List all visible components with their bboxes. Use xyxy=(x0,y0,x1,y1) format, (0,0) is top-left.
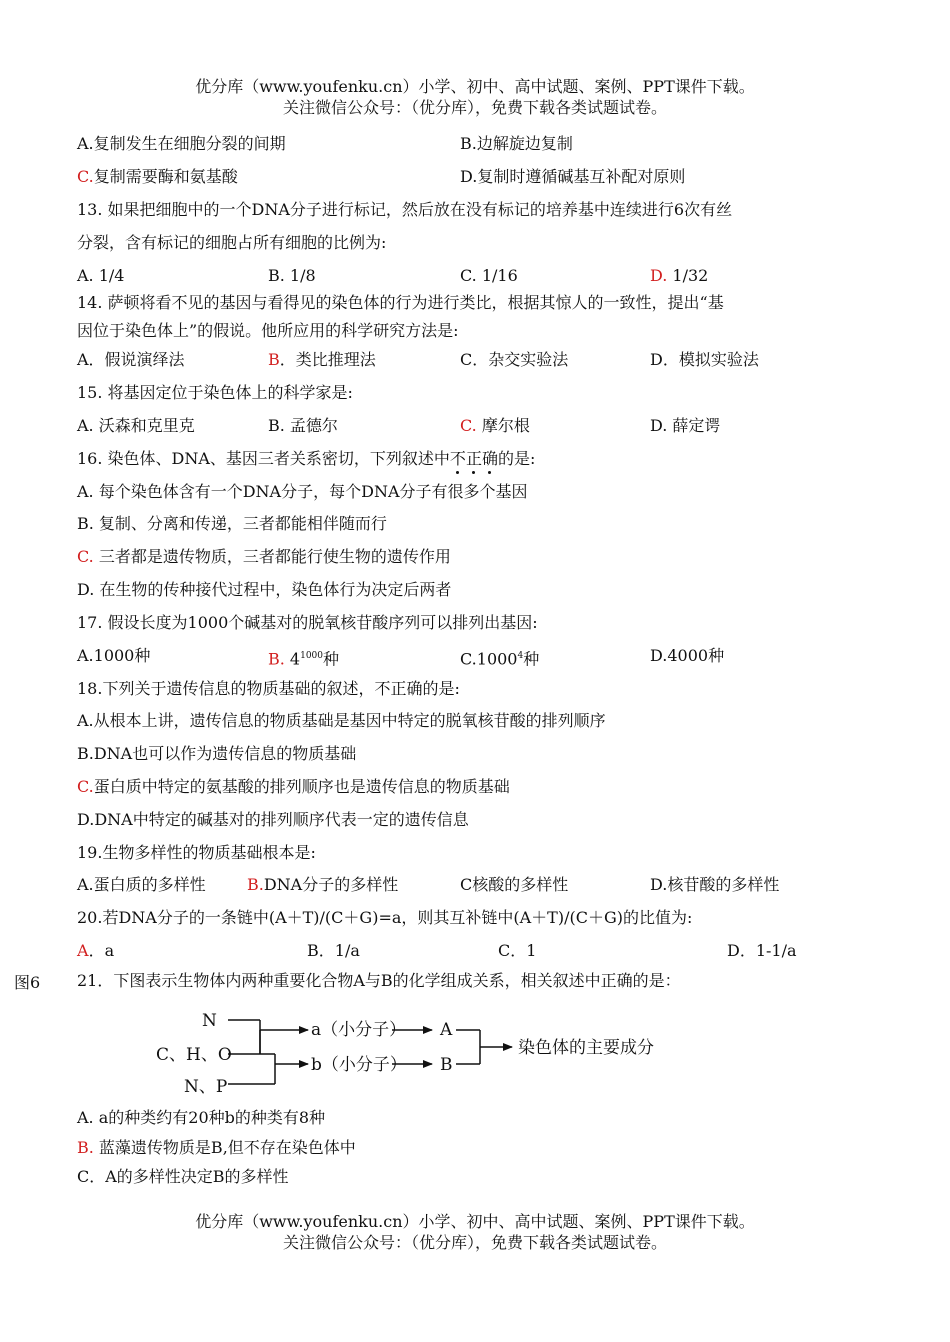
small-molecule-a: a（小分子） xyxy=(311,1020,407,1040)
q18-option-a: A.从根本上讲，遗传信息的物质基础是基因中特定的脱氧核苷酸的排列顺序 xyxy=(77,711,606,730)
q17-option-b-exponent: 1000 xyxy=(300,651,324,661)
q19-stem: 19.生物多样性的物质基础根本是: xyxy=(77,843,316,862)
q15-option-b: B. 孟德尔 xyxy=(268,416,338,435)
header-line-2: 关注微信公众号：（优分库），免费下载各类试题试卷。 xyxy=(282,98,667,117)
q19-option-a: A.蛋白质的多样性 xyxy=(77,875,206,894)
q18-option-c xyxy=(77,776,510,798)
q15-option-c xyxy=(460,415,530,437)
q16-option-b: B. 复制、分离和传递，三者都能相伴随而行 xyxy=(77,514,387,533)
q12-option-c xyxy=(77,166,238,188)
q17-option-a: A.1000种 xyxy=(77,646,151,665)
q20-answer-marker: A xyxy=(77,941,89,960)
q14-stem-2: 因位于染色体上”的假说。他所应用的科学研究方法是: xyxy=(77,321,459,340)
q17-option-b-base: 4 xyxy=(284,649,301,669)
element-np: N、P xyxy=(184,1077,228,1097)
q18-answer-marker: C. xyxy=(77,777,94,796)
q19-option-d: D.核苷酸的多样性 xyxy=(650,875,780,894)
composition-diagram xyxy=(150,1002,670,1098)
q20-option-a-text: ．a xyxy=(88,941,115,960)
chromosome-components: 染色体的主要成分 xyxy=(518,1038,654,1058)
compound-b: B xyxy=(440,1055,453,1075)
compound-a: A xyxy=(440,1020,453,1040)
q15-option-a: A. 沃森和克里克 xyxy=(77,416,195,435)
q20-option-c: C．1 xyxy=(498,941,537,960)
q18-option-d: D.DNA中特定的碱基对的排列顺序代表一定的遗传信息 xyxy=(77,810,469,829)
q13-option-d xyxy=(650,265,708,287)
q16-option-c xyxy=(77,546,451,568)
figure-label: 图6 xyxy=(14,973,41,992)
q21-option-a: A. a的种类约有20种b的种类有8种 xyxy=(77,1108,326,1127)
q20-option-b: B．1/a xyxy=(307,941,360,960)
q17-option-c-base: C.1000 xyxy=(460,649,518,669)
q12-option-d: D.复制时遵循碱基互补配对原则 xyxy=(460,167,686,186)
q20-option-a xyxy=(77,940,114,962)
q13-option-a: A. 1/4 xyxy=(77,266,125,285)
q13-stem-1: 13. 如果把细胞中的一个DNA分子进行标记，然后放在没有标记的培养基中连续进行6次有丝 xyxy=(77,200,733,219)
q16-emphasis-char: 确 xyxy=(481,449,498,468)
q17-option-b-unit: 种 xyxy=(323,649,340,669)
q16-emphasis-char: 正 xyxy=(465,449,482,468)
q13-option-d-text: 1/32 xyxy=(667,266,709,285)
q16-emphasis-char: 不 xyxy=(449,449,466,468)
q19-option-b xyxy=(247,874,398,896)
q17-option-c-unit: 种 xyxy=(523,649,540,669)
footer-line-1: 优分库（www.youfenku.cn）小学、初中、高中试题、案例、PPT课件下载。 xyxy=(195,1212,755,1231)
q13-option-b: B. 1/8 xyxy=(268,266,316,285)
q12-option-a: A.复制发生在细胞分裂的间期 xyxy=(77,134,286,153)
q16-stem xyxy=(77,448,535,470)
q21-stem: 21．下图表示生物体内两种重要化合物A与B的化学组成关系，相关叙述中正确的是： xyxy=(77,971,681,990)
q19-answer-marker: B. xyxy=(247,875,264,894)
q18-option-b: B.DNA也可以作为遗传信息的物质基础 xyxy=(77,744,357,763)
q16-option-d: D. 在生物的传种接代过程中，染色体行为决定后两者 xyxy=(77,580,452,599)
q20-option-d: D．1-1/a xyxy=(727,941,797,960)
q14-stem-1: 14. 萨顿将看不见的基因与看得见的染色体的行为进行类比，根据其惊人的一致性，提出“基 xyxy=(77,293,724,312)
q14-option-b-text: ．类比推理法 xyxy=(279,350,376,369)
q19-option-b-text: DNA分子的多样性 xyxy=(263,875,399,894)
q21-option-c: C．A的多样性决定B的多样性 xyxy=(77,1167,289,1186)
q12-answer-marker: C. xyxy=(77,167,94,186)
q15-answer-marker: C. xyxy=(460,416,477,435)
q13-option-c: C. 1/16 xyxy=(460,266,518,285)
q19-option-c: C核酸的多样性 xyxy=(460,875,569,894)
q16-option-c-text: 三者都是遗传物质，三者都能行使生物的遗传作用 xyxy=(93,547,451,566)
q15-stem: 15. 将基因定位于染色体上的科学家是: xyxy=(77,383,353,402)
q12-option-c-text: 复制需要酶和氨基酸 xyxy=(93,167,238,186)
q14-answer-marker: B xyxy=(268,350,280,369)
q16-stem-pre: 16. 染色体、DNA、基因三者关系密切，下列叙述中 xyxy=(77,449,450,468)
q14-option-a: A．假说演绎法 xyxy=(77,350,185,369)
q17-answer-marker: B. xyxy=(268,649,285,669)
q15-option-c-text: 摩尔根 xyxy=(476,416,530,435)
q15-option-d: D. 薛定谔 xyxy=(650,416,721,435)
q21-option-b-text: 蓝藻遗传物质是B,但不存在染色体中 xyxy=(93,1138,356,1157)
q16-answer-marker: C. xyxy=(77,547,94,566)
footer-line-2: 关注微信公众号：（优分库），免费下载各类试题试卷。 xyxy=(282,1233,667,1252)
q18-stem: 18.下列关于遗传信息的物质基础的叙述，不正确的是: xyxy=(77,679,460,698)
q18-option-c-text: 蛋白质中特定的氨基酸的排列顺序也是遗传信息的物质基础 xyxy=(93,777,510,796)
element-n: N xyxy=(202,1011,217,1031)
q16-option-a: A. 每个染色体含有一个DNA分子，每个DNA分子有很多个基因 xyxy=(77,482,528,501)
q14-option-b xyxy=(268,349,376,371)
q20-stem: 20.若DNA分子的一条链中(A＋T)/(C＋G)=a，则其互补链中(A＋T)/(C＋G)的比值为: xyxy=(77,908,693,927)
q16-stem-post: 的是: xyxy=(497,449,536,468)
q21-option-b xyxy=(77,1137,356,1159)
q17-option-b xyxy=(268,645,339,670)
header-line-1: 优分库（www.youfenku.cn）小学、初中、高中试题、案例、PPT课件下载。 xyxy=(195,77,755,96)
q14-option-c: C．杂交实验法 xyxy=(460,350,569,369)
q17-option-c xyxy=(460,645,539,670)
small-molecule-b: b（小分子） xyxy=(311,1055,407,1075)
q13-stem-2: 分裂，含有标记的细胞占所有细胞的比例为: xyxy=(77,233,387,252)
q17-stem: 17. 假设长度为1000个碱基对的脱氧核苷酸序列可以排列出基因: xyxy=(77,613,538,632)
q13-answer-marker: D. xyxy=(650,266,668,285)
element-cho: C、H、O xyxy=(156,1045,232,1065)
q17-option-c-exponent: 4 xyxy=(517,651,524,661)
q12-option-b: B.边解旋边复制 xyxy=(460,134,573,153)
q17-option-d: D.4000种 xyxy=(650,646,725,665)
q14-option-d: D．模拟实验法 xyxy=(650,350,759,369)
q21-answer-marker: B. xyxy=(77,1138,94,1157)
